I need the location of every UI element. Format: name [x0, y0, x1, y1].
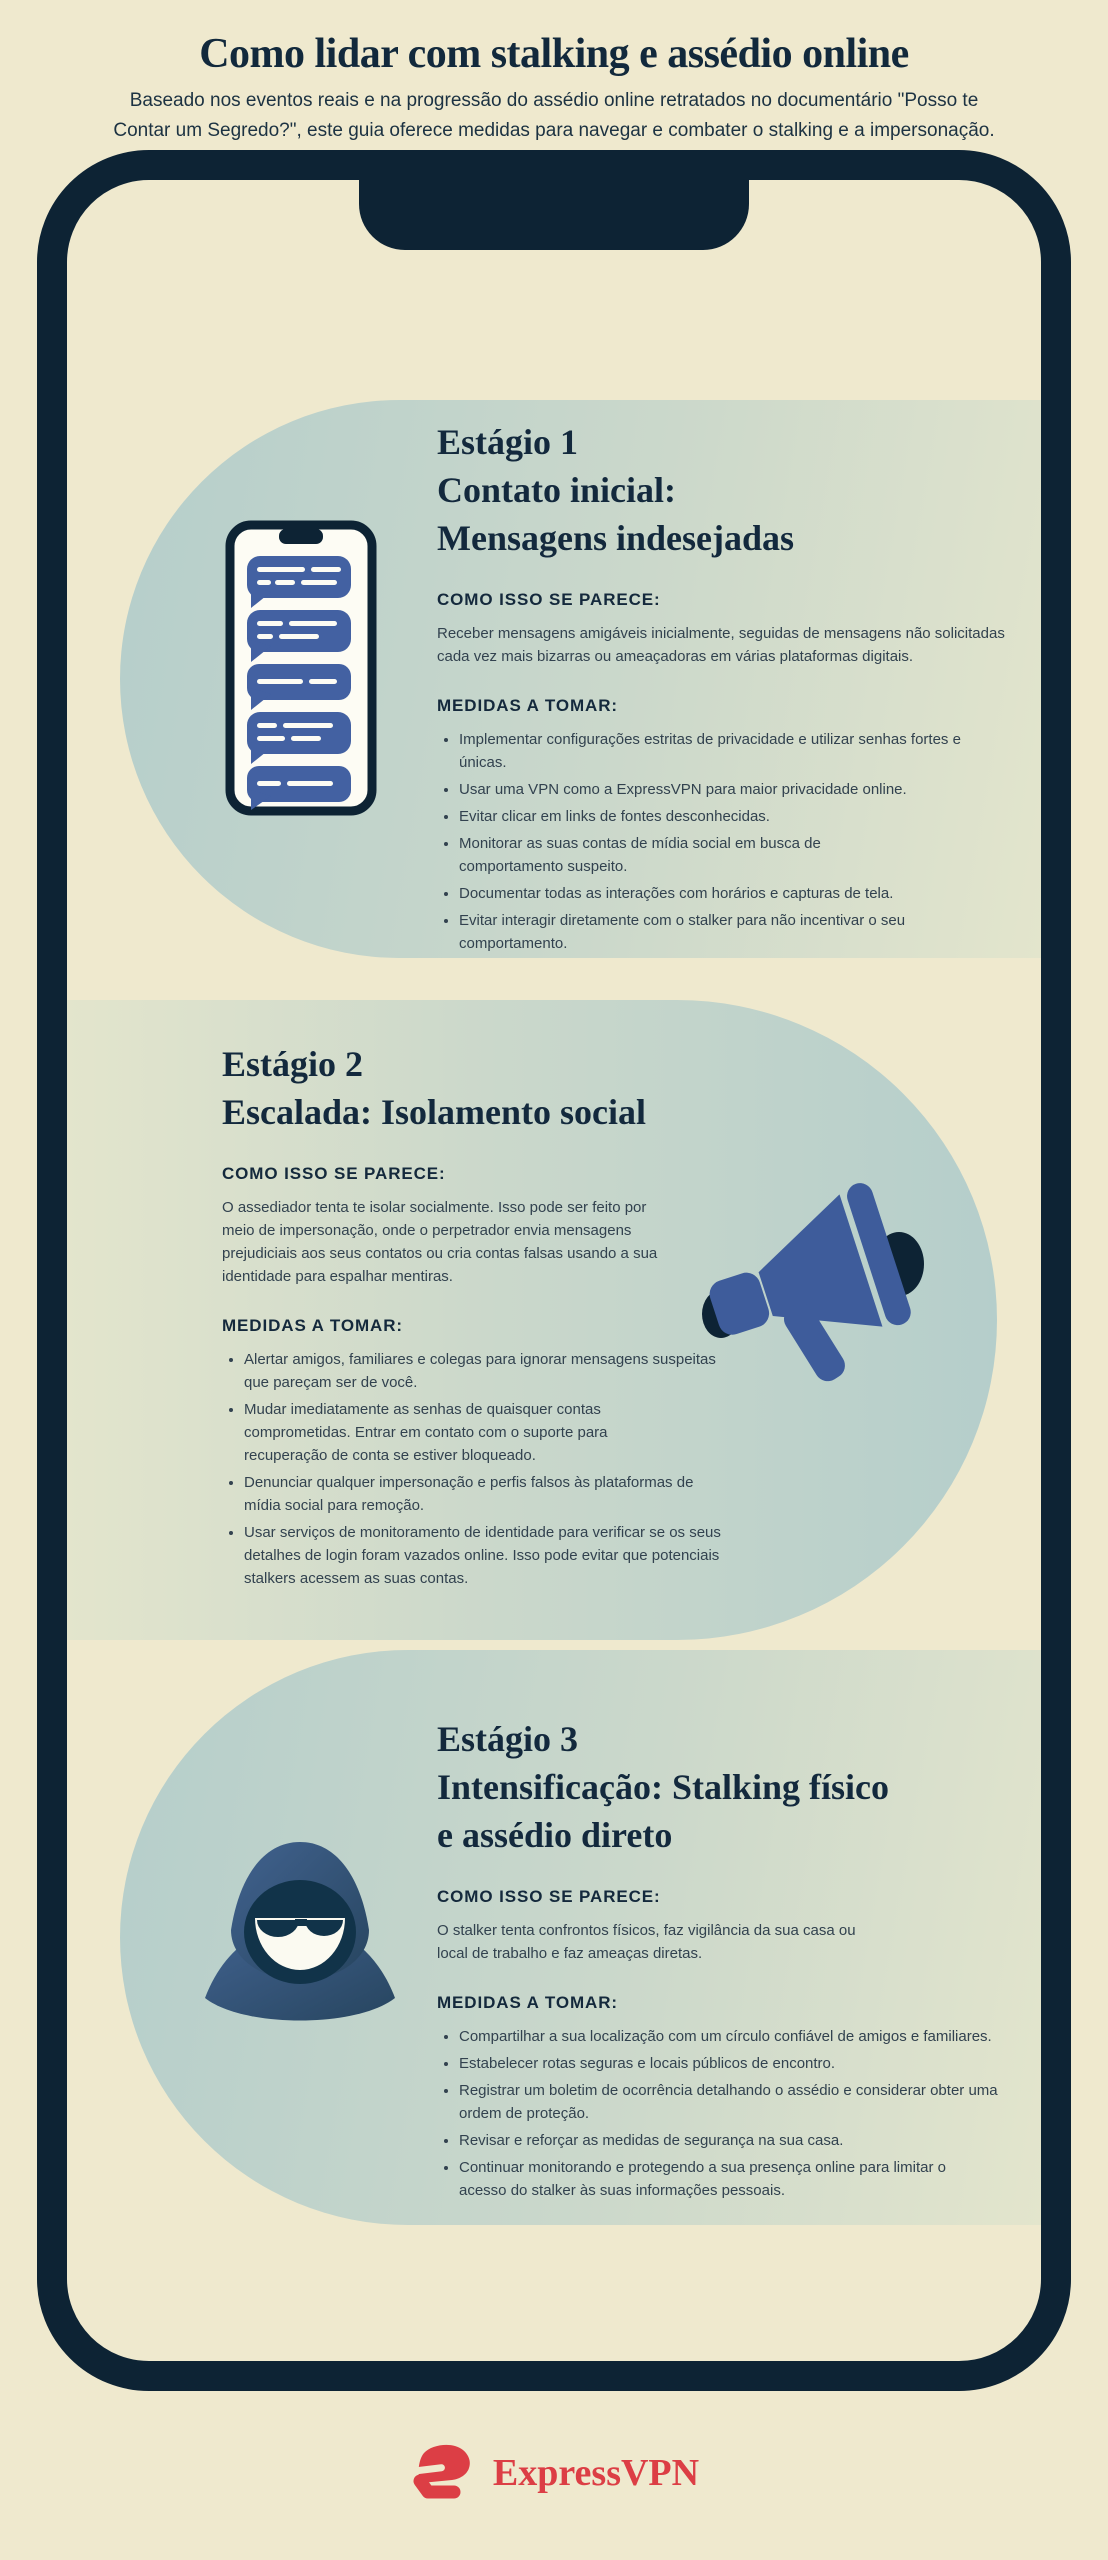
stage-3-heading [437, 1715, 1027, 1859]
list-item: • Implementar configurações estritas de privacidade e utilizar senhas fortes e únicas. [459, 728, 997, 774]
list-item: • Documentar todas as interações com horários e capturas de tela. [459, 882, 997, 905]
page-title: Como lidar com stalking e assédio online [199, 31, 909, 77]
stage-3-what-text: O stalker tenta confrontos físicos, faz vigilância da sua casa ou local de trabalho e faz ameaças diretas. [437, 1922, 856, 1962]
list-item: • Usar serviços de monitoramento de identidade para verificar se os seus detalhes de login foram vazados online. Isso pode evitar que potenciais stalkers acessem as suas contas. [244, 1521, 727, 1590]
chat-phone-icon [225, 520, 377, 816]
list-item: • Evitar clicar em links de fontes desconhecidas. [459, 805, 997, 828]
stage-1-steps-label: MEDIDAS A TOMAR: [437, 696, 618, 715]
stage-2-heading-line: Estágio 2 [222, 1044, 364, 1084]
stage-2-what-label: COMO ISSO SE PARECE: [222, 1164, 446, 1183]
stage-3-heading-line: Intensificação: Stalking físico [437, 1767, 890, 1807]
phone-notch [359, 150, 749, 250]
stage-3-heading-line: e assédio direto [437, 1815, 673, 1855]
stage-1-content [437, 418, 1022, 959]
stage-2-steps-list [222, 1348, 727, 1590]
stage-2-what-text: O assediador tenta te isolar socialmente. Isso pode ser feito por meio de impersonação, onde o perpetrador envia mensagens prejudiciais aos seus contatos ou cria contas falsas usando a sua identidade para espalhar mentiras. [222, 1199, 658, 1285]
list-item: • Revisar e reforçar as medidas de segurança na sua casa. [459, 2129, 1017, 2152]
list-item: • Usar uma VPN como a ExpressVPN para maior privacidade online. [459, 778, 997, 801]
stage-2-heading-line: Escalada: Isolamento social [222, 1092, 647, 1132]
stage-1-heading-line: Mensagens indesejadas [437, 518, 795, 558]
stage-3-what-label: COMO ISSO SE PARECE: [437, 1887, 661, 1906]
list-item: • Evitar interagir diretamente com o stalker para não incentivar o seu comportamento. [459, 909, 997, 955]
list-item: • Mudar imediatamente as senhas de quaisquer contas comprometidas. Entrar em contato com o suporte para recuperação de conta se estiver bloqueado. [244, 1398, 684, 1467]
stage-1-heading [437, 418, 1022, 562]
hooded-stalker-icon [195, 1828, 405, 2043]
page-subtitle: Baseado nos eventos reais e na progressão do assédio online retratados no documentário "Posso te Contar um Segredo?", este guia oferece medidas para navegar e combater o stalking e a impersonação. [113, 90, 995, 141]
stage-2-steps-label: MEDIDAS A TOMAR: [222, 1316, 403, 1335]
stage-1-what-label: COMO ISSO SE PARECE: [437, 590, 661, 609]
expressvpn-logomark-icon [409, 2442, 475, 2505]
stage-1-heading-line: Contato inicial: [437, 470, 676, 510]
stage-3-steps-list [437, 2025, 1017, 2202]
list-item: • Denunciar qualquer impersonação e perfis falsos às plataformas de mídia social para remoção. [244, 1471, 704, 1517]
list-item: • Estabelecer rotas seguras e locais públicos de encontro. [459, 2052, 1017, 2075]
list-item: • Alertar amigos, familiares e colegas para ignorar mensagens suspeitas que pareçam ser de você. [244, 1348, 727, 1394]
stage-3-heading-line: Estágio 3 [437, 1719, 579, 1759]
stage-2-heading [222, 1040, 732, 1136]
stage-3-content [437, 1715, 1027, 2206]
stage-1-steps-list [437, 728, 997, 955]
list-item: • Compartilhar a sua localização com um círculo confiável de amigos e familiares. [459, 2025, 1017, 2048]
stage-3-steps-label: MEDIDAS A TOMAR: [437, 1993, 618, 2012]
brand-logo [0, 2438, 1108, 2508]
list-item: • Monitorar as suas contas de mídia social em busca de comportamento suspeito. [459, 832, 879, 878]
stage-2-content [222, 1040, 732, 1594]
stage-1-heading-line: Estágio 1 [437, 422, 579, 462]
brand-wordmark: ExpressVPN [492, 2452, 700, 2494]
stage-1-what-text: Receber mensagens amigáveis inicialmente, seguidas de mensagens não solicitadas cada vez mais bizarras ou ameaçadoras em várias plataformas digitais. [437, 625, 1005, 665]
list-item: • Registrar um boletim de ocorrência detalhando o assédio e considerar obter uma ordem de proteção. [459, 2079, 999, 2125]
list-item: • Continuar monitorando e protegendo a sua presença online para limitar o acesso do stalker às suas informações pessoais. [459, 2156, 959, 2202]
